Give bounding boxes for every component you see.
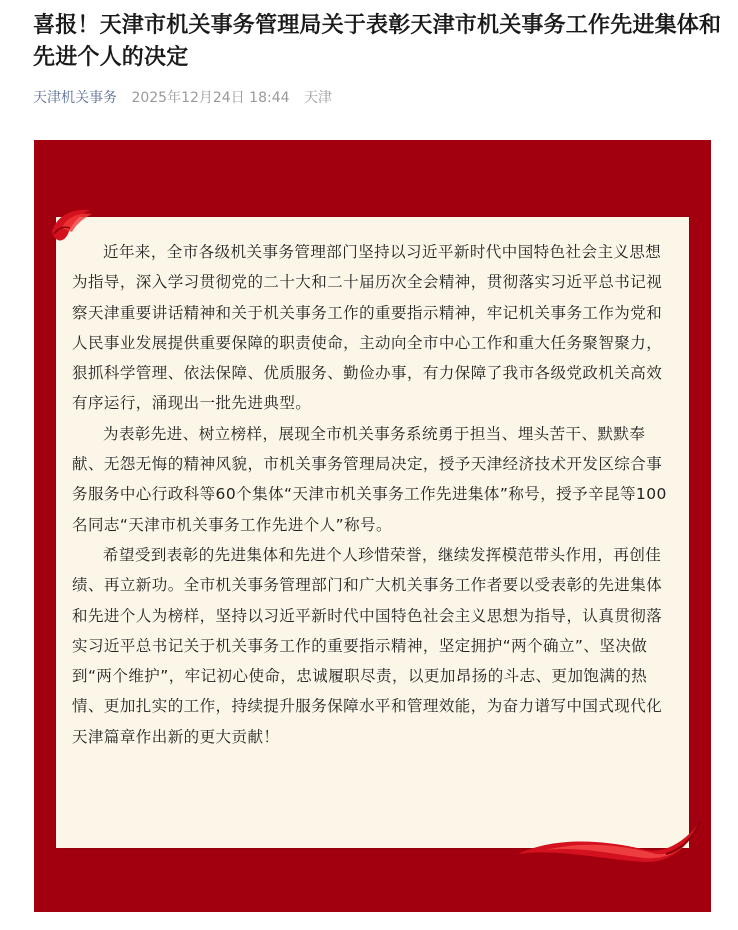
paragraph-expectation: 希望受到表彰的先进集体和先进个人珍惜荣誉，继续发挥模范带头作用，再创佳绩、再立新功。全市机关事务管理部门和广大机关事务工作者要以受表彰的先进集体和先进个人为榜样，坚持以习近平新时代中国特色社会主义思想为指导，认真贯彻落实习近平总书记关于机关事务工作的重要指示精神，坚定拥护“两个确立”、坚决做到“两个维护”，牢记初心使命，忠诚履职尽责，以更加昂扬的斗志、更加饱满的热情、更加扎实的工作，持续提升服务保障水平和管理效能，为奋力谱写中国式现代化天津篇章作出新的更大贡献！ <box>72 545 663 746</box>
paragraph-intro: 近年来，全市各级机关事务管理部门坚持以习近平新时代中国特色社会主义思想为指导，深入学习贯彻党的二十大和二十届历次全会精神，贯彻落实习近平总书记视察天津重要讲话精神和关于机关事务工作的重要指示精神，牢记机关事务工作为党和人民事业发展提供重要保障的职责使命，主动向全市中心工作和重大任务聚智聚力，狠抓科学管理、依法保障、优质服务、勤俭办事，有力保障了我市各级党政机关高效有序运行，涌现出一批先进典型。 <box>72 243 663 413</box>
announcement-body <box>72 237 669 752</box>
publish-location: 天津 <box>303 90 332 106</box>
publish-date: 2025年12月24日 18:44 <box>131 90 290 106</box>
article-meta <box>33 88 332 108</box>
article-title: 喜报！天津市机关事务管理局关于表彰天津市机关事务工作先进集体和先进个人的决定 <box>33 13 722 70</box>
account-name-link[interactable]: 天津机关事务 <box>33 90 117 106</box>
paragraph-decision: 为表彰先进、树立榜样，展现全市机关事务系统勇于担当、埋头苦干、默默奉献、无怨无悔的精神风貌，市机关事务管理局决定，授予天津经济技术开发区综合事务服务中心行政科等60个集体“天津市机关事务工作先进集体”称号，授予辛昆等100名同志“天津市机关事务工作先进个人”称号。 <box>72 424 667 534</box>
announcement-poster <box>34 140 711 912</box>
